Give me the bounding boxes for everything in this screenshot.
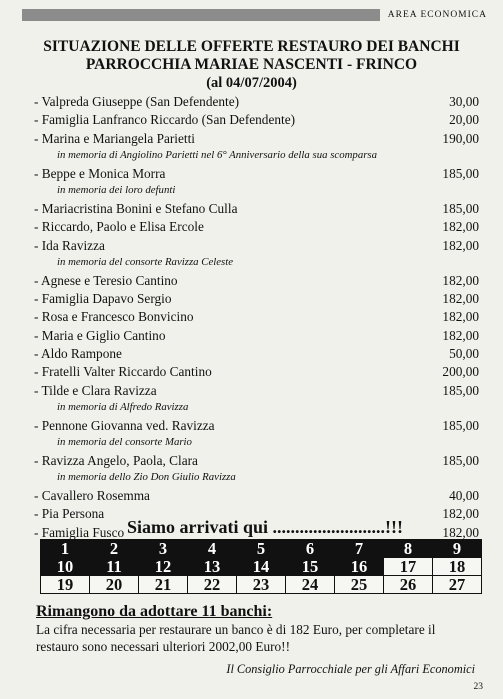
title-line-2: PARROCCHIA MARIAE NASCENTI - FRINCO bbox=[85, 56, 418, 73]
donor-name: - Maria e Giglio Cantino bbox=[34, 327, 166, 343]
memorial-note bbox=[0, 183, 503, 200]
donor-name: - Pia Persona bbox=[34, 506, 105, 522]
offer-row bbox=[0, 382, 503, 400]
pew-cell-adopted: 14 bbox=[237, 558, 286, 576]
pew-cell-adopted: 15 bbox=[286, 558, 335, 576]
pew-cell-adopted: 11 bbox=[90, 558, 139, 576]
pew-cell-adopted: 13 bbox=[188, 558, 237, 576]
donor-name: - Ida Ravizza bbox=[34, 237, 105, 253]
offer-row bbox=[0, 308, 503, 326]
donor-name: - Aldo Rampone bbox=[34, 346, 122, 362]
pew-grid-row bbox=[41, 576, 482, 594]
offer-row bbox=[0, 165, 503, 183]
donor-name: - Mariacristina Bonini e Stefano Culla bbox=[34, 200, 238, 216]
pew-cell-adopted: 3 bbox=[139, 540, 188, 558]
pew-grid bbox=[40, 539, 482, 594]
memorial-text: in memoria del consorte Mario bbox=[57, 436, 192, 449]
donor-name: - Tilde e Clara Ravizza bbox=[34, 382, 157, 398]
donation-amount: 30,00 bbox=[449, 94, 479, 109]
offer-row bbox=[0, 487, 503, 505]
pew-cell-adopted: 4 bbox=[188, 540, 237, 558]
donation-amount: 200,00 bbox=[442, 364, 479, 380]
donation-amount: 182,00 bbox=[442, 309, 479, 325]
donor-name: - Famiglia Lanfranco Riccardo (San Defendente) bbox=[34, 112, 296, 128]
pew-cell-adopted: 9 bbox=[433, 540, 482, 558]
pew-cell-adopted: 12 bbox=[139, 558, 188, 576]
donor-name: - Pennone Giovanna ved. Ravizza bbox=[34, 417, 215, 433]
pew-cell-open: 27 bbox=[433, 576, 482, 594]
offer-row bbox=[0, 363, 503, 381]
donor-name: - Ravizza Angelo, Paola, Clara bbox=[34, 452, 198, 468]
offer-row bbox=[0, 290, 503, 308]
pew-cell-adopted: 1 bbox=[41, 540, 90, 558]
donation-amount: 190,00 bbox=[442, 130, 479, 146]
donor-name: - Riccardo, Paolo e Elisa Ercole bbox=[34, 219, 204, 235]
pew-cell-open: 25 bbox=[335, 576, 384, 594]
signature: Il Consiglio Parrocchiale per gli Affari Economici bbox=[226, 662, 475, 676]
title-date: (al 04/07/2004) bbox=[206, 75, 297, 91]
memorial-note bbox=[0, 255, 503, 272]
donation-amount: 182,00 bbox=[442, 219, 479, 235]
memorial-text: in memoria dei loro defunti bbox=[57, 184, 176, 197]
memorial-text: in memoria del consorte Ravizza Celeste bbox=[57, 255, 234, 268]
donation-amount: 182,00 bbox=[442, 272, 479, 288]
memorial-note bbox=[0, 470, 503, 487]
donor-name: - Agnese e Teresio Cantino bbox=[34, 272, 178, 288]
offer-row bbox=[0, 200, 503, 218]
donor-name: - Valpreda Giuseppe (San Defendente) bbox=[34, 94, 240, 109]
donation-amount: 182,00 bbox=[442, 327, 479, 343]
pew-cell-adopted: 5 bbox=[237, 540, 286, 558]
pew-cell-adopted: 10 bbox=[41, 558, 90, 576]
donation-amount: 182,00 bbox=[442, 506, 479, 522]
pew-cell-open: 21 bbox=[139, 576, 188, 594]
memorial-note bbox=[0, 148, 503, 165]
donor-name: - Beppe e Monica Morra bbox=[34, 165, 166, 181]
page-number: 23 bbox=[473, 682, 483, 692]
memorial-text: in memoria dello Zio Don Giulio Ravizza bbox=[57, 471, 236, 484]
donor-name: - Marina e Mariangela Parietti bbox=[34, 130, 195, 146]
offer-row bbox=[0, 417, 503, 435]
offer-row bbox=[0, 452, 503, 470]
donor-name: - Cavallero Rosemma bbox=[34, 487, 150, 503]
pew-cell-open: 17 bbox=[384, 558, 433, 576]
donation-amount: 182,00 bbox=[442, 524, 479, 540]
donation-amount: 50,00 bbox=[449, 346, 479, 362]
pew-cell-adopted: 2 bbox=[90, 540, 139, 558]
donor-name: - Famiglia Fusco bbox=[34, 524, 125, 540]
donation-amount: 185,00 bbox=[442, 200, 479, 216]
pew-grid-row bbox=[41, 540, 482, 558]
donation-amount: 185,00 bbox=[442, 165, 479, 181]
donation-amount: 185,00 bbox=[442, 382, 479, 398]
donation-amount: 20,00 bbox=[449, 112, 479, 128]
offer-row bbox=[0, 130, 503, 148]
pew-cell-adopted: 6 bbox=[286, 540, 335, 558]
pew-cell-adopted: 7 bbox=[335, 540, 384, 558]
offer-row bbox=[0, 111, 503, 129]
pew-cell-adopted: 8 bbox=[384, 540, 433, 558]
offer-row bbox=[0, 237, 503, 255]
pew-cell-open: 26 bbox=[384, 576, 433, 594]
donor-name: - Rosa e Francesco Bonvicino bbox=[34, 309, 194, 325]
pew-cell-open: 18 bbox=[433, 558, 482, 576]
offer-row bbox=[0, 327, 503, 345]
memorial-text: in memoria di Alfredo Ravizza bbox=[57, 401, 189, 414]
donation-amount: 40,00 bbox=[449, 487, 479, 503]
pew-cell-open: 19 bbox=[41, 576, 90, 594]
donation-amount: 182,00 bbox=[442, 237, 479, 253]
remaining-text: La cifra necessaria per restaurare un banco è di 182 Euro, per completare il restauro sono necessari ulteriori 2002,00 Euro!! bbox=[36, 622, 436, 654]
pew-cell-open: 20 bbox=[90, 576, 139, 594]
section-label: AREA ECONOMICA bbox=[380, 7, 495, 23]
progress-headline: Siamo arrivati qui .........................!!! bbox=[127, 517, 403, 537]
pew-grid-row bbox=[41, 558, 482, 576]
remaining-title: Rimangono da adottare 11 banchi: bbox=[36, 603, 273, 620]
memorial-note bbox=[0, 435, 503, 452]
memorial-note bbox=[0, 400, 503, 417]
donation-amount: 185,00 bbox=[442, 417, 479, 433]
pew-cell-open: 24 bbox=[286, 576, 335, 594]
memorial-text: in memoria di Angiolino Parietti nel 6° Anniversario della sua scomparsa bbox=[57, 149, 378, 162]
offer-row bbox=[0, 272, 503, 290]
pew-cell-open: 22 bbox=[188, 576, 237, 594]
pew-cell-open: 23 bbox=[237, 576, 286, 594]
donation-amount: 185,00 bbox=[442, 452, 479, 468]
offer-row bbox=[0, 218, 503, 236]
offer-list bbox=[0, 93, 503, 542]
donor-name: - Famiglia Dapavo Sergio bbox=[34, 290, 172, 306]
title-line-1: SITUAZIONE DELLE OFFERTE RESTAURO DEI BANCHI bbox=[43, 38, 460, 55]
donor-name: - Fratelli Valter Riccardo Cantino bbox=[34, 364, 212, 380]
offer-row bbox=[0, 93, 503, 111]
header-bar bbox=[22, 9, 495, 21]
pew-cell-adopted: 16 bbox=[335, 558, 384, 576]
offer-row bbox=[0, 345, 503, 363]
donation-amount: 182,00 bbox=[442, 290, 479, 306]
